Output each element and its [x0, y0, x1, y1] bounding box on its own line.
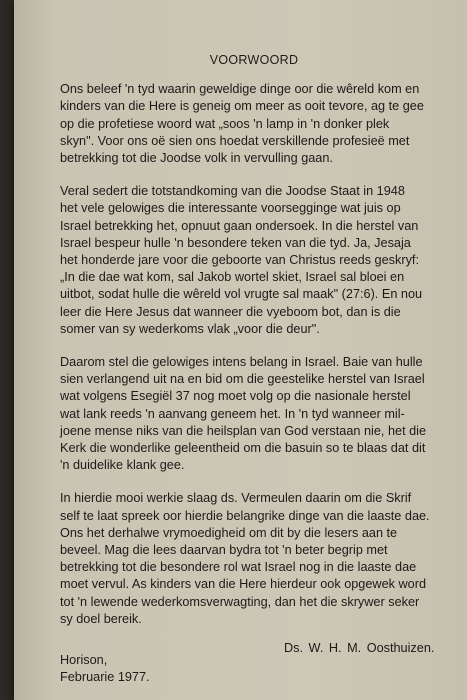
closing-date: Februarie 1977. [60, 670, 150, 685]
signature: Ds. W. H. M. Oosthuizen. [284, 641, 435, 655]
paragraph-2 [60, 183, 444, 338]
text-line: beveel. Mag die lees daarvan bydra tot 'n beter begrip met [60, 543, 388, 558]
text-line: wat lank reeds 'n aanvang geneem het. In 'n tyd wanneer mil- [60, 406, 405, 421]
text-line: „In die dae wat kom, sal Jakob wortel skiet, Israel sal bloei en [60, 270, 405, 285]
paragraph-3 [60, 354, 444, 474]
text-line: kinders van die Here is geneig om meer as ooit tevore, ag te gee [60, 99, 424, 114]
text-line: joene mense niks van die heilsplan van God verstaan nie, het die [60, 423, 427, 438]
closing-place: Horison, [60, 653, 108, 668]
text-line: 'n duidelike klank gee. [60, 458, 185, 473]
text-line: het vele gelowiges die interessante voorsegginge wat juis op [60, 201, 401, 216]
closing-block [60, 652, 444, 686]
text-line: het honderde jare voor die geboorte van Christus reeds geskryf: [60, 253, 419, 268]
text-line: tot 'n lewende wederkomsverwagting, dan het die skrywer seker [60, 594, 420, 609]
text-line: In hierdie mooi werkie slaag ds. Vermeulen daarin om die Skrif [60, 491, 412, 506]
text-line: Kerk die wonderlike geleentheid om die basuin so te blaas dat dit [60, 441, 426, 456]
page-title: VOORWOORD [209, 53, 299, 67]
text-line: op die profetiese woord wat „soos 'n lamp in 'n donker plek [60, 116, 390, 131]
page-content [60, 52, 444, 687]
text-line: betrekking tot die besondere rol wat Israel nog in die laaste dae [60, 560, 417, 575]
text-line: Veral sedert die totstandkoming van die Joodse Staat in 1948 [60, 184, 405, 199]
text-line: Israel bespeur hulle 'n besondere teken van die tyd. Ja, Jesaja [60, 235, 411, 250]
text-line: skyn". Voor ons oë sien ons hoedat verskillende profesieë met [60, 133, 410, 148]
paragraph-1 [60, 81, 444, 167]
book-page [14, 0, 467, 700]
text-line: leer die Here Jesus dat wanneer die vyeboom bot, dan is die [60, 304, 401, 319]
text-line: Ons beleef 'n tyd waarin geweldige dinge oor die wêreld kom en [60, 82, 420, 97]
text-line: sien verlangend uit na en bid om die geestelike herstel van Israel [60, 372, 425, 387]
text-line: somer van sy wederkoms vlak „voor die deur". [60, 321, 320, 336]
text-line: self te laat spreek oor hierdie belangrike dinge van die laaste dae. [60, 508, 430, 523]
text-line: wat volgens Esegiël 37 nog moet volg op die nasionale herstel [60, 389, 411, 404]
text-line: sy doel bereik. [60, 611, 142, 626]
text-line: Daarom stel die gelowiges intens belang in Israel. Baie van hulle [60, 355, 423, 370]
text-line: Israel betrekking het, opnuut gaan ondersoek. In die herstel van [60, 218, 419, 233]
text-line: uitbot, sodat hulle die wêreld vol vrugte sal maak" (27:6). En nou [60, 287, 423, 302]
text-line: Ons het derhalwe vrymoedigheid om dit by die lesers aan te [60, 525, 398, 540]
text-line: betrekking tot die Joodse volk in vervulling gaan. [60, 151, 333, 166]
paragraph-4 [60, 490, 444, 628]
text-line: moet vervul. As kinders van die Here hierdeur ook opgewek word [60, 577, 427, 592]
